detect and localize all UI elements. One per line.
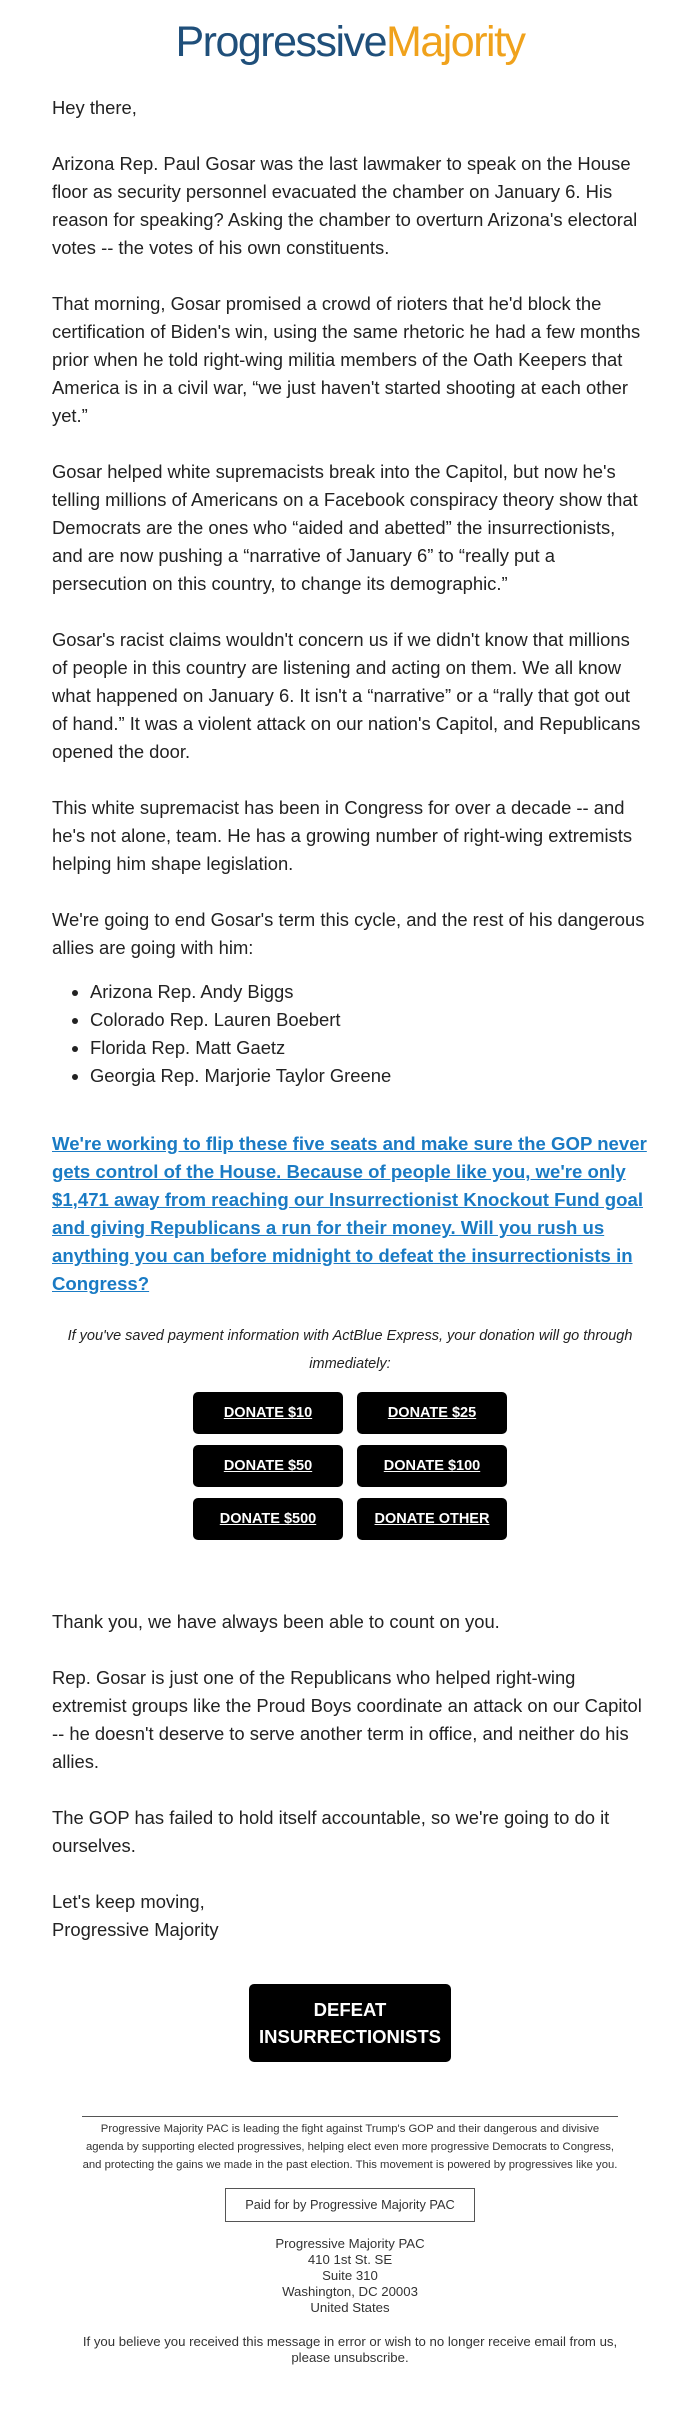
- closing-section: [52, 1608, 648, 1944]
- list-item: • Georgia Rep. Marjorie Taylor Greene: [90, 1062, 648, 1090]
- donate-500-button[interactable]: DONATE $500: [193, 1498, 343, 1540]
- defeat-button-line1: DEFEAT: [313, 1999, 387, 2020]
- footer-disclaimer: Progressive Majority PAC is leading the fight against Trump's GOP and their dangerous and divisive agenda by supporting elected progressives, helping elect even more progressive Democrats to Congress, and protecting the gains we made in the past election. This movement is powered by progressives like you.: [82, 2123, 618, 2171]
- address-city: Washington, DC 20003: [282, 2284, 418, 2299]
- defeat-insurrectionists-button[interactable]: [249, 1984, 451, 2062]
- donate-100-button[interactable]: DONATE $100: [357, 1445, 507, 1487]
- footer: [82, 2116, 618, 2366]
- allies-list: [52, 978, 648, 1090]
- paragraph-gosar-speech: Arizona Rep. Paul Gosar was the last lawmaker to speak on the House floor as security personnel evacuated the chamber on January 6. His reason for speaking? Asking the chamber to overturn Arizona's electoral votes -- the votes of his own constituents.: [52, 153, 638, 258]
- list-item: • Arizona Rep. Andy Biggs: [90, 978, 648, 1006]
- paid-for-box: Paid for by Progressive Majority PAC: [225, 2188, 475, 2222]
- mailing-address: [82, 2236, 618, 2316]
- logo-word-progressive: Progressive: [175, 17, 386, 66]
- greeting: Hey there,: [52, 97, 137, 118]
- progressive-majority-logo[interactable]: [0, 0, 700, 80]
- list-item: • Colorado Rep. Lauren Boebert: [90, 1006, 648, 1034]
- actblue-express-note: If you've saved payment information with ActBlue Express, your donation will go through immediately:: [67, 1328, 633, 1372]
- address-name: Progressive Majority PAC: [275, 2236, 425, 2251]
- list-item: • Florida Rep. Matt Gaetz: [90, 1034, 648, 1062]
- paragraph-rioters: That morning, Gosar promised a crowd of rioters that he'd block the certification of Biden's win, using the same rhetoric he had a few months prior when he told right-wing militia members of the Oath Keepers that America is in a civil war, “we just haven't started shooting at each other yet.”: [52, 293, 641, 426]
- donate-other-button[interactable]: DONATE OTHER: [357, 1498, 507, 1540]
- donate-button-grid: [193, 1392, 507, 1540]
- thank-you-text: Thank you, we have always been able to count on you.: [52, 1611, 500, 1632]
- paragraph-end-term: We're going to end Gosar's term this cycle, and the rest of his dangerous allies are going with him:: [52, 909, 645, 958]
- unsubscribe-text[interactable]: If you believe you received this message in error or wish to no longer receive email from us, please unsubscribe.: [82, 2334, 618, 2365]
- donate-cta-link[interactable]: We're working to flip these five seats and make sure the GOP never gets control of the House. Because of people like you, we're only $1,471 away from reaching our Insurrectionist Knockout Fund goal and giving Republicans a run for their money. Will you rush us anything you can before midnight to defeat the insurrectionists in Congress?: [52, 1133, 647, 1294]
- paragraph-racist-claims: Gosar's racist claims wouldn't concern us if we didn't know that millions of people in this country are listening and acting on them. We all know what happened on January 6. It isn't a “narrative” or a “rally that got out of hand.” It was a violent attack on our nation's Capitol, and Republicans opened the door.: [52, 629, 641, 762]
- donate-10-button[interactable]: DONATE $10: [193, 1392, 343, 1434]
- signoff: [52, 1888, 648, 1944]
- paragraph-conspiracy: Gosar helped white supremacists break into the Capitol, but now he's telling millions of Americans on a Facebook conspiracy theory show that Democrats are the ones who “aided and abetted” the insurrectionists, and are now pushing a “narrative of January 6” to “really put a persecution on this country, to change its demographic.”: [52, 461, 638, 594]
- email-body: [0, 94, 700, 1944]
- address-suite: Suite 310: [322, 2268, 378, 2283]
- logo-word-majority: Majority: [386, 17, 525, 66]
- donate-50-button[interactable]: DONATE $50: [193, 1445, 343, 1487]
- donate-25-button[interactable]: DONATE $25: [357, 1392, 507, 1434]
- paragraph-congress: This white supremacist has been in Congress for over a decade -- and he's not alone, team. He has a growing number of right-wing extremists helping him shape legislation.: [52, 797, 633, 874]
- signature: Progressive Majority: [52, 1919, 219, 1940]
- closing-paragraph-accountable: The GOP has failed to hold itself accountable, so we're going to do it ourselves.: [52, 1807, 610, 1856]
- closing-paragraph-proud-boys: Rep. Gosar is just one of the Republicans who helped right-wing extremist groups like the Proud Boys coordinate an attack on our Capitol -- he doesn't deserve to serve another term in office, and neither do his allies.: [52, 1667, 642, 1772]
- defeat-button-wrap: [0, 1984, 700, 2062]
- signoff-line: Let's keep moving,: [52, 1891, 205, 1912]
- defeat-button-line2: INSURRECTIONISTS: [259, 2026, 441, 2047]
- address-street: 410 1st St. SE: [307, 2252, 393, 2267]
- address-country: United States: [310, 2300, 390, 2315]
